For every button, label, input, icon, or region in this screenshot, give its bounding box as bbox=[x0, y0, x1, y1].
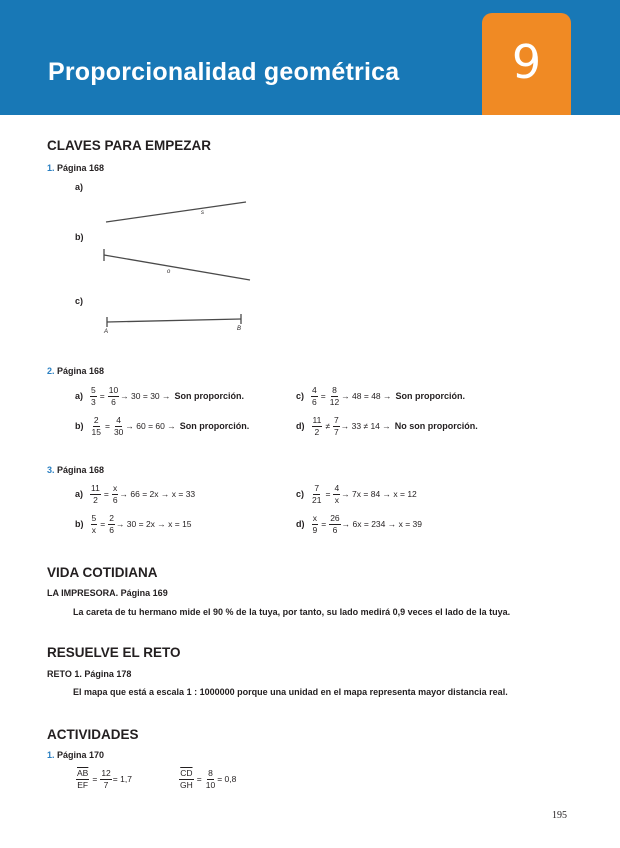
q2-c-expression: c) $\frac{4}{6}$ = $\frac{8}{12}$ → 48 = 48 → Son proporción. bbox=[296, 385, 466, 407]
section-heading-claves: CLAVES PARA EMPEZAR bbox=[47, 138, 212, 153]
question-2-label: 2. Página 168 bbox=[47, 366, 105, 376]
chapter-number: 9 bbox=[511, 35, 542, 89]
activity-1-label: 1. Página 170 bbox=[47, 750, 105, 760]
item-c-label: c) bbox=[75, 296, 84, 306]
line-s bbox=[106, 202, 246, 222]
line-s-label: s bbox=[201, 210, 204, 216]
ray-r bbox=[104, 255, 250, 280]
chapter-title: Proporcionalidad geométrica bbox=[48, 58, 400, 86]
reto-text: El mapa que está a escala 1 : 1000000 porque una unidad en el mapa representa mayor distancia real. bbox=[73, 687, 508, 697]
q3-a-expression: a) $\frac{11}{2}$ = $\frac{x}{6}$ → 66 = 2x → x = 33 bbox=[75, 483, 196, 505]
question-1-label: 1. Página 168 bbox=[47, 163, 105, 173]
page-number: 195 bbox=[552, 810, 567, 821]
q3-c-expression: c) $\frac{7}{21}$ = $\frac{4}{x}$ → 7x = 84 → x = 12 bbox=[296, 483, 417, 505]
item-a-label: a) bbox=[75, 182, 84, 192]
q3-d-expression: d) $\frac{x}{9}$ = $\frac{26}{6}$ → 6x = 234 → x = 39 bbox=[296, 513, 422, 535]
q2-d-expression: d) $\frac{11}{2}$ ≠ $\frac{7}{7}$ → 33 ≠ 14 → No son proporción. bbox=[296, 415, 478, 437]
q2-b-expression: b) $\frac{2}{15}$ = $\frac{4}{30}$ → 60 = 60 → Son proporción. bbox=[75, 415, 250, 437]
reto-label: RETO 1. Página 178 bbox=[47, 669, 132, 679]
section-heading-vida: VIDA COTIDIANA bbox=[47, 565, 158, 580]
activity-1-ratio-1: $\frac{\overline{AB}}{EF}$ = $\frac{12}{7}$ = 1,7 bbox=[77, 768, 132, 790]
section-heading-actividades: ACTIVIDADES bbox=[47, 727, 139, 742]
question-3-label: 3. Página 168 bbox=[47, 465, 105, 475]
activity-1-ratio-2: $\frac{\overline{CD}}{GH}$ = $\frac{8}{10}$ = 0,8 bbox=[180, 768, 237, 790]
q2-a-expression: a) $\frac{5}{3}$ = $\frac{10}{6}$ → 30 = 30 → Son proporción. bbox=[75, 385, 245, 407]
q3-b-expression: b) $\frac{5}{x}$ = $\frac{2}{6}$ → 30 = 2x → x = 15 bbox=[75, 513, 192, 535]
point-a-label: A bbox=[104, 329, 109, 335]
item-b-label: b) bbox=[75, 232, 84, 242]
point-b-label: B bbox=[237, 326, 242, 332]
vida-label: LA IMPRESORA. Página 169 bbox=[47, 588, 168, 598]
segment-ab bbox=[107, 319, 241, 322]
vida-text: La careta de tu hermano mide el 90 % de la tuya, por tanto, su lado medirá 0,9 veces el lado de la tuya. bbox=[73, 607, 511, 617]
ray-r-label: o bbox=[167, 269, 171, 275]
section-heading-reto: RESUELVE EL RETO bbox=[47, 645, 181, 660]
